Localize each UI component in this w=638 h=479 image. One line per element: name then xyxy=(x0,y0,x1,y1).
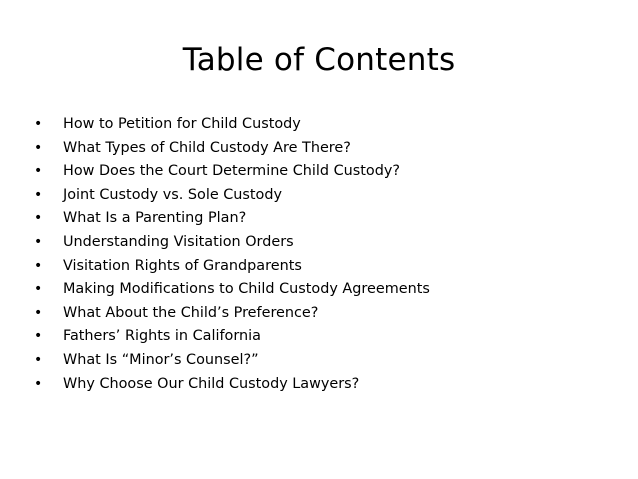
toc-item-label: Visitation Rights of Grandparents xyxy=(63,257,302,274)
toc-item xyxy=(34,113,430,137)
bullet-icon: • xyxy=(34,375,43,392)
toc-item-label: Making Modifications to Child Custody Agreements xyxy=(63,281,430,298)
bullet-icon: • xyxy=(34,304,43,321)
bullet-icon: • xyxy=(34,233,43,250)
toc-item xyxy=(34,231,430,255)
bullet-icon: • xyxy=(34,116,43,132)
bullet-icon: • xyxy=(34,328,43,345)
toc-item-label: Understanding Visitation Orders xyxy=(63,233,294,250)
toc-item xyxy=(34,302,430,326)
toc-item-label: Fathers’ Rights in California xyxy=(63,328,261,345)
toc-item-label: Why Choose Our Child Custody Lawyers? xyxy=(63,375,360,392)
toc-item-label: What Is a Parenting Plan? xyxy=(63,210,247,227)
bullet-icon: • xyxy=(34,210,43,227)
bullet-icon: • xyxy=(34,257,43,274)
toc-item xyxy=(34,349,430,373)
slide-title: Table of Contents xyxy=(182,42,456,78)
toc-item xyxy=(34,278,430,302)
toc-item xyxy=(34,207,430,231)
toc-item xyxy=(34,255,430,279)
bullet-icon: • xyxy=(34,186,43,203)
toc-item-label: What Is “Minor’s Counsel?” xyxy=(63,351,259,368)
bullet-icon: • xyxy=(34,139,43,156)
toc-item-label: What About the Child’s Preference? xyxy=(63,304,319,321)
toc-item xyxy=(34,184,430,208)
toc-item xyxy=(34,373,430,397)
toc-item-label: How Does the Court Determine Child Custody? xyxy=(63,163,401,180)
bullet-icon: • xyxy=(34,351,43,368)
toc-item xyxy=(34,137,430,161)
toc-item xyxy=(34,325,430,349)
bullet-icon: • xyxy=(34,281,43,298)
toc-item-label: What Types of Child Custody Are There? xyxy=(63,139,351,156)
toc-item-label: Joint Custody vs. Sole Custody xyxy=(63,186,283,203)
toc-item xyxy=(34,160,430,184)
toc-list xyxy=(34,113,430,396)
bullet-icon: • xyxy=(34,163,43,180)
toc-item-label: How to Petition for Child Custody xyxy=(63,116,301,132)
